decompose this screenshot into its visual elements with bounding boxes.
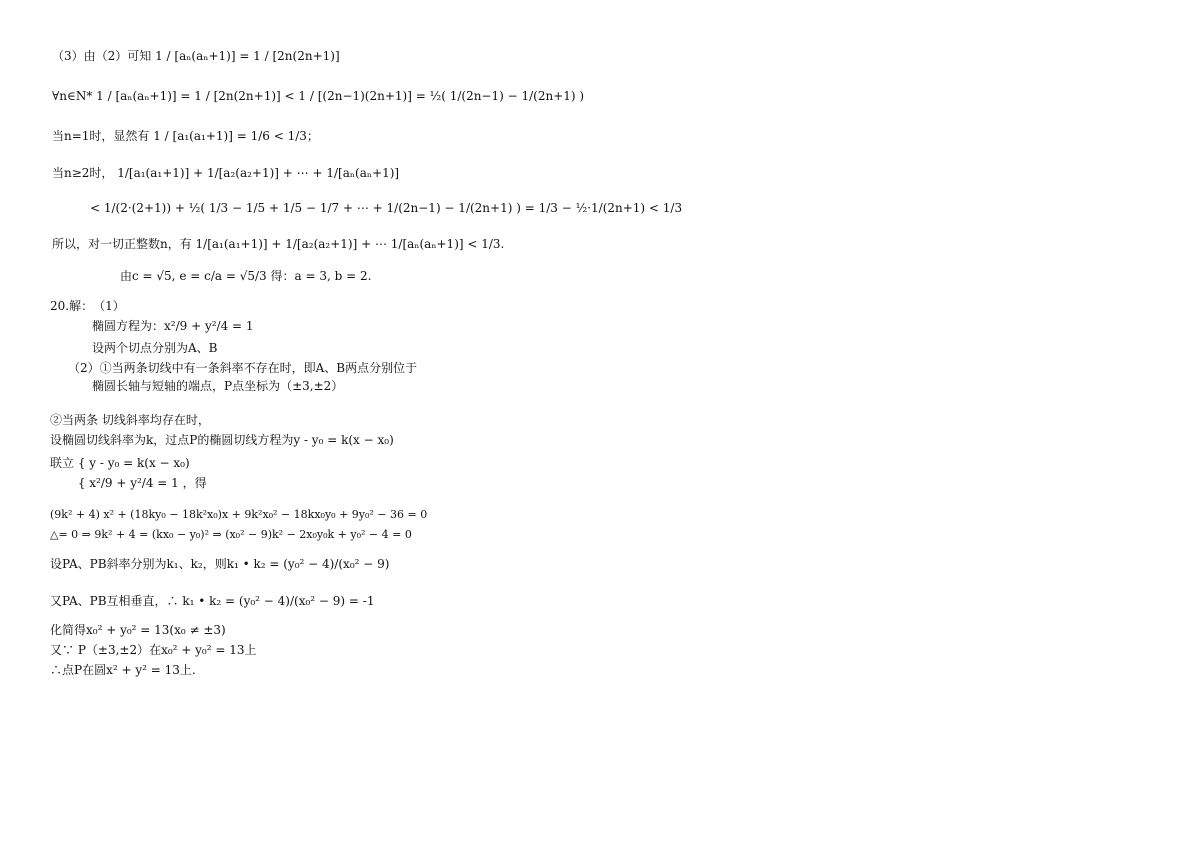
- conclusion-sum: 所以，对一切正整数n，有 1/[a₁(a₁+1)] + 1/[a₂(a₂+1)] + ⋯ 1/[aₙ(aₙ+1)] < 1/3.: [52, 237, 505, 251]
- system-line-2: { x²/9 + y²/4 = 1 ，得: [50, 476, 207, 490]
- discriminant-equation: △= 0 ⇒ 9k² + 4 = (kx₀ − y₀)² ⇒ (x₀² − 9)k² − 2x₀y₀k + y₀² − 4 = 0: [50, 528, 412, 541]
- case-2-slopes-exist: ②当两条 切线斜率均存在时，: [50, 413, 210, 427]
- case-n1: 当n=1时，显然有 1 / [a₁(a₁+1)] = 1/6 < 1/3；: [52, 129, 319, 143]
- forall-inequality: ∀n∈N* 1 / [aₙ(aₙ+1)] = 1 / [2n(2n+1)] < 1 / [(2n−1)(2n+1)] = ½( 1/(2n−1) − 1/(2n+1) ): [52, 89, 585, 103]
- tangent-line-equation: 设椭圆切线斜率为k，过点P的椭圆切线方程为y - y₀ = k(x − x₀): [50, 433, 394, 447]
- telescoping-inequality: < 1/(2·(2+1)) + ½( 1/3 − 1/5 + 1/5 − 1/7 + ⋯ + 1/(2n−1) − 1/(2n+1) ) = 1/3 − ½·1/(2n+1) < 1/3: [90, 201, 683, 215]
- part3-line: （3）由（2）可知 1 / [aₙ(aₙ+1)] = 1 / [2n(2n+1)]: [52, 49, 340, 63]
- ellipse-equation: 椭圆方程为：x²/9 + y²/4 = 1: [92, 319, 254, 333]
- case-2a: （2）①当两条切线中有一条斜率不存在时，即A、B两点分别位于: [68, 361, 418, 375]
- point-p-check: 又∵ P（±3,±2）在x₀² + y₀² = 13上: [50, 643, 257, 657]
- simplified-result: 化简得x₀² + y₀² = 13(x₀ ≠ ±3): [50, 623, 226, 637]
- c-and-e-values: 由c = √5, e = c/a = √5/3 得：a = 3, b = 2.: [120, 269, 372, 283]
- final-conclusion: ∴点P在圆x² + y² = 13上.: [50, 663, 196, 677]
- tangent-points: 设两个切点分别为A、B: [92, 341, 218, 355]
- case-n2: 当n≥2时， 1/[a₁(a₁+1)] + 1/[a₂(a₂+1)] + ⋯ + 1/[aₙ(aₙ+1)]: [52, 166, 400, 180]
- quadratic-equation: (9k² + 4) x² + (18ky₀ − 18k²x₀)x + 9k²x₀² − 18kx₀y₀ + 9y₀² − 36 = 0: [50, 508, 428, 521]
- question-20-heading: 20.解： （1）: [50, 299, 125, 313]
- perpendicular-condition: 又PA、PB互相垂直，∴ k₁ • k₂ = (y₀² − 4)/(x₀² − 9) = -1: [50, 594, 375, 608]
- case-2b: 椭圆长轴与短轴的端点，P点坐标为（±3,±2）: [92, 379, 344, 393]
- system-line-1: 联立 { y - y₀ = k(x − x₀): [50, 456, 190, 470]
- slopes-product: 设PA、PB斜率分别为k₁、k₂，则k₁ • k₂ = (y₀² − 4)/(x₀² − 9): [50, 557, 390, 571]
